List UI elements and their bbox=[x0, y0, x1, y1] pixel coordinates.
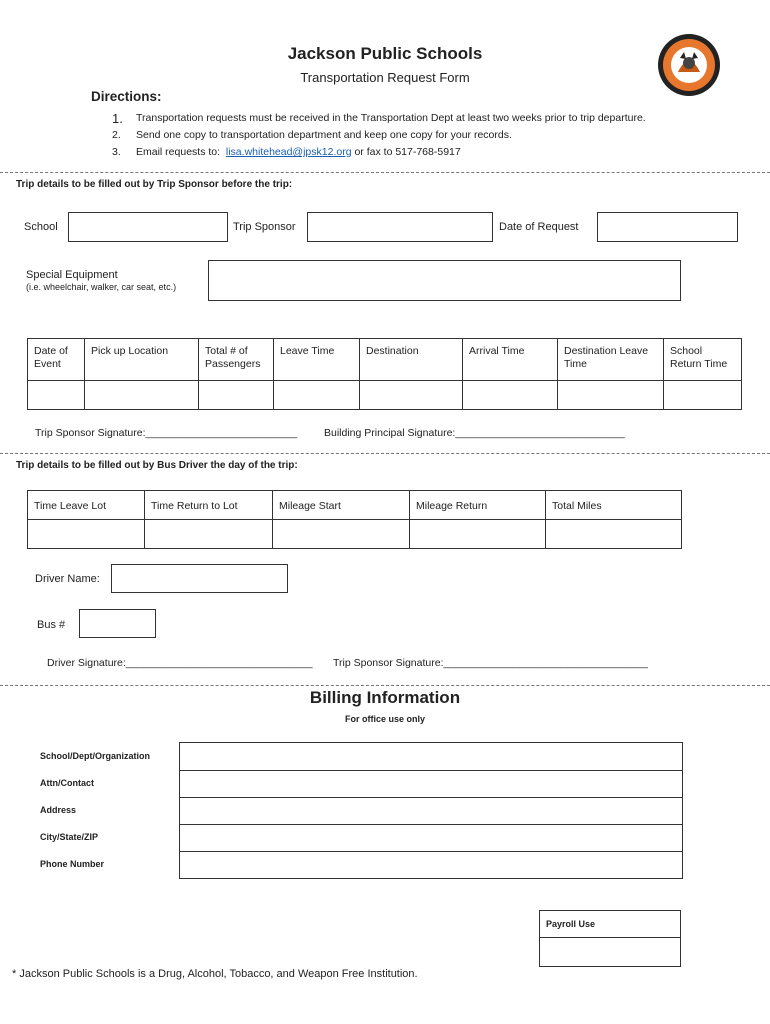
footer-note: * Jackson Public Schools is a Drug, Alcohol, Tobacco, and Weapon Free Institution. bbox=[12, 968, 418, 980]
directions-heading: Directions: bbox=[91, 89, 162, 104]
divider bbox=[0, 685, 770, 686]
billing-phone-field[interactable] bbox=[180, 851, 682, 877]
header-destination: Destination bbox=[360, 339, 463, 381]
header-date-of-event: Date of Event bbox=[28, 339, 85, 381]
mileage-return-cell[interactable] bbox=[410, 520, 546, 549]
billing-label-organization: School/Dept/Organization bbox=[40, 751, 151, 761]
page-title: Jackson Public Schools bbox=[287, 44, 483, 63]
time-return-to-lot-cell[interactable] bbox=[145, 520, 273, 549]
header-total-passengers: Total # of Passengers bbox=[199, 339, 274, 381]
leave-time-cell[interactable] bbox=[274, 381, 360, 410]
direction-item bbox=[136, 146, 461, 158]
direction-item: Transportation requests must be received in the Transportation Dept at least two weeks prior to trip departure. bbox=[136, 112, 646, 124]
payroll-use-box[interactable] bbox=[539, 910, 681, 967]
mileage-start-cell[interactable] bbox=[273, 520, 410, 549]
arrival-time-cell[interactable] bbox=[463, 381, 558, 410]
billing-contact-field[interactable] bbox=[180, 770, 682, 798]
school-logo bbox=[656, 32, 722, 98]
principal-signature-line[interactable]: Building Principal Signature:_____________________________ bbox=[324, 427, 625, 439]
total-passengers-cell[interactable] bbox=[199, 381, 274, 410]
driver-name-label: Driver Name: bbox=[35, 573, 100, 585]
driver-section-heading: Trip details to be filled out by Bus Driver the day of the trip: bbox=[16, 460, 298, 471]
driver-details-table bbox=[27, 490, 682, 549]
school-label: School bbox=[24, 221, 58, 233]
direction-number: 3. bbox=[112, 146, 121, 158]
header-destination-leave-time: Destination Leave Time bbox=[558, 339, 664, 381]
trip-details-table bbox=[27, 338, 742, 410]
date-of-request-label: Date of Request bbox=[499, 221, 579, 233]
header-total-miles: Total Miles bbox=[546, 491, 682, 520]
pick-up-location-cell[interactable] bbox=[85, 381, 199, 410]
billing-organization-field[interactable] bbox=[180, 743, 682, 771]
billing-label-address: Address bbox=[40, 805, 77, 815]
direction-item: Send one copy to transportation department and keep one copy for your records. bbox=[136, 129, 512, 141]
divider bbox=[0, 172, 770, 173]
billing-title: Billing Information bbox=[309, 688, 461, 707]
header-mileage-start: Mileage Start bbox=[273, 491, 410, 520]
special-equipment-hint: (i.e. wheelchair, walker, car seat, etc.) bbox=[26, 282, 177, 292]
billing-address-field[interactable] bbox=[180, 797, 682, 825]
bus-number-field[interactable] bbox=[79, 609, 156, 638]
sponsor-section-heading: Trip details to be filled out by Trip Sponsor before the trip: bbox=[16, 179, 293, 190]
billing-subtitle: For office use only bbox=[344, 714, 425, 724]
form-subtitle: Transportation Request Form bbox=[300, 70, 470, 85]
direction-number: 1. bbox=[112, 111, 123, 126]
header-arrival-time: Arrival Time bbox=[463, 339, 558, 381]
trip-sponsor-field[interactable] bbox=[307, 212, 493, 242]
destination-cell[interactable] bbox=[360, 381, 463, 410]
driver-trip-sponsor-signature-line[interactable]: Trip Sponsor Signature:___________________________________ bbox=[333, 657, 648, 669]
billing-label-phone: Phone Number bbox=[40, 859, 105, 869]
header-time-return-to-lot: Time Return to Lot bbox=[145, 491, 273, 520]
driver-signature-line[interactable]: Driver Signature:________________________________ bbox=[47, 657, 313, 669]
header-time-leave-lot: Time Leave Lot bbox=[28, 491, 145, 520]
header-leave-time: Leave Time bbox=[274, 339, 360, 381]
trip-sponsor-label: Trip Sponsor bbox=[233, 221, 296, 233]
header-pick-up-location: Pick up Location bbox=[85, 339, 199, 381]
billing-label-contact: Attn/Contact bbox=[40, 778, 94, 788]
billing-label-city-state-zip: City/State/ZIP bbox=[40, 832, 99, 842]
special-equipment-field[interactable] bbox=[208, 260, 681, 301]
time-leave-lot-cell[interactable] bbox=[28, 520, 145, 549]
date-of-event-cell[interactable] bbox=[28, 381, 85, 410]
special-equipment-label: Special Equipment bbox=[26, 269, 118, 281]
direction-text-suffix: or fax to 517-768-5917 bbox=[354, 146, 461, 158]
billing-city-state-zip-field[interactable] bbox=[180, 824, 682, 852]
direction-number: 2. bbox=[112, 129, 121, 141]
total-miles-cell[interactable] bbox=[546, 520, 682, 549]
bus-number-label: Bus # bbox=[37, 619, 66, 631]
destination-leave-time-cell[interactable] bbox=[558, 381, 664, 410]
school-return-time-cell[interactable] bbox=[664, 381, 742, 410]
payroll-use-label: Payroll Use bbox=[540, 911, 680, 938]
direction-text-prefix: Email requests to: bbox=[136, 146, 221, 158]
header-school-return-time: School Return Time bbox=[664, 339, 742, 381]
email-link[interactable]: lisa.whitehead@jpsk12.org bbox=[225, 146, 352, 158]
driver-name-field[interactable] bbox=[111, 564, 288, 593]
trip-sponsor-signature-line[interactable]: Trip Sponsor Signature:__________________________ bbox=[35, 427, 298, 439]
billing-fields-box bbox=[179, 742, 683, 879]
header-mileage-return: Mileage Return bbox=[410, 491, 546, 520]
date-of-request-field[interactable] bbox=[597, 212, 738, 242]
school-field[interactable] bbox=[68, 212, 228, 242]
divider bbox=[0, 453, 770, 454]
